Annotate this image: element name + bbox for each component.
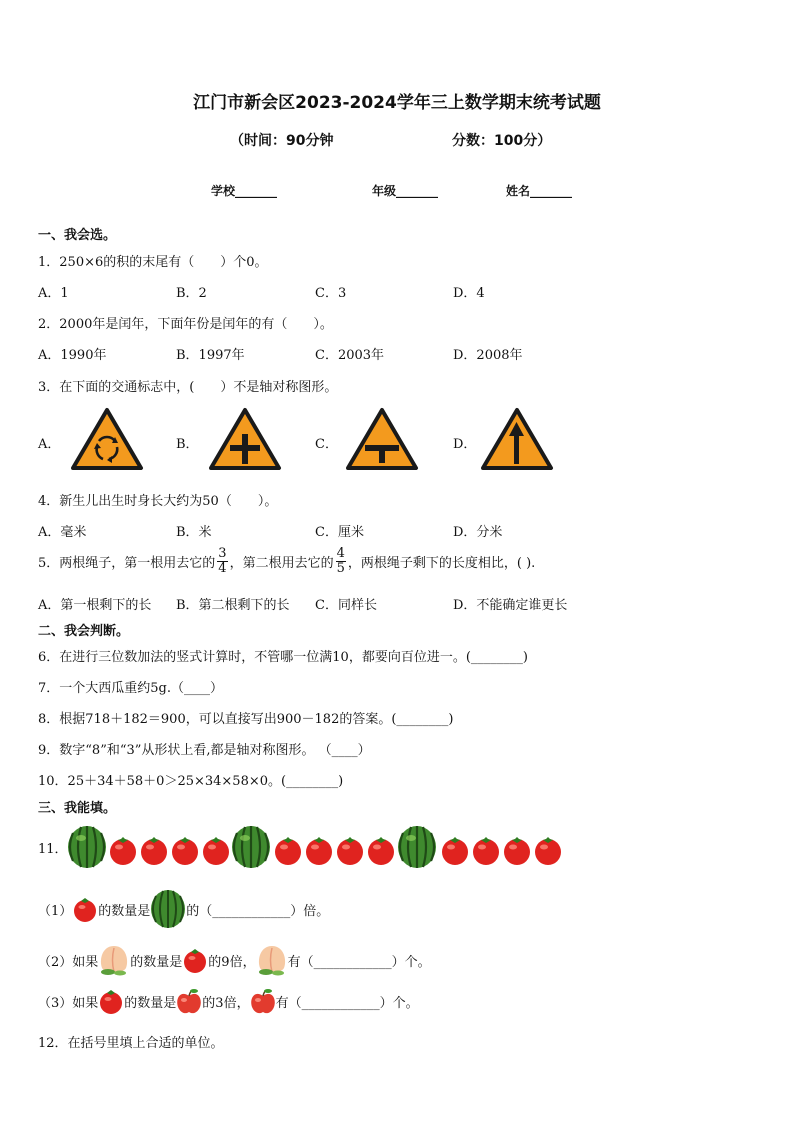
peach-icon (98, 943, 130, 977)
watermelon-icon (398, 826, 436, 868)
q3-option-a: A． (38, 437, 61, 452)
q5-fraction-2-numerator: 4 (336, 546, 345, 561)
q11-sub-2-text-a: 的数量是 (130, 954, 183, 970)
watermelon-icon (68, 826, 106, 868)
q3-option-d: D． (453, 437, 477, 452)
question-9: 9．数字“8”和“3”从形状上看,都是轴对称图形。 （____） (38, 743, 371, 758)
q11-sub-2-text-c: 有（____________）个。 (287, 954, 431, 970)
t-junction-sign-icon (345, 407, 419, 471)
tomato-icon (275, 837, 301, 865)
q4-option-b: B．米 (176, 525, 212, 540)
tomato-icon (368, 837, 394, 865)
q5-option-b: B．第二根剩下的长 (176, 598, 290, 613)
q11-sub-1-label: （1） (38, 903, 73, 919)
q11-sub-2 (38, 942, 431, 978)
question-6: 6．在进行三位数加法的竖式计算时，不管哪一位满10，都要向百位进一。(________) (38, 650, 528, 665)
q2-option-b: B．1997年 (176, 348, 245, 363)
tomato-icon (141, 837, 167, 865)
q5-option-c: C．同样长 (315, 598, 377, 613)
q11-sub-3 (38, 986, 419, 1016)
tomato-icon (504, 837, 530, 865)
question-11-number: 11． (38, 842, 68, 857)
q4-option-c: C．厘米 (315, 525, 364, 540)
tomato-icon (110, 837, 136, 865)
q5-text-pre: 5．两根绳子，第一根用去它的 (38, 556, 216, 571)
q5-text-mid: ，第二根用去它的 (229, 556, 334, 571)
peach-icon (256, 943, 288, 977)
q1-option-a: A．1 (38, 286, 69, 301)
roundabout-sign-icon (70, 407, 144, 471)
q5-option-d: D．不能确定谁更长 (453, 598, 568, 613)
question-4: 4．新生儿出生时身长大约为50（ ）。 (38, 494, 278, 509)
question-7: 7．一个大西瓜重约5g.（____） (38, 681, 223, 696)
q5-text-post: ，两根绳子剩下的长度相比，( ). (347, 556, 536, 571)
watermelon-icon (150, 889, 186, 929)
q5-fraction-1 (217, 547, 227, 576)
question-2: 2．2000年是闰年，下面年份是闰年的有（ ）。 (38, 317, 333, 332)
exam-time: （时间：90分钟 (230, 133, 334, 149)
q11-sub-1-text-a: 的数量是 (98, 903, 151, 919)
tomato-icon (473, 837, 499, 865)
apple-icon (250, 987, 276, 1015)
question-3: 3．在下面的交通标志中，( ）不是轴对称图形。 (38, 380, 338, 395)
q3-option-c: C． (315, 437, 338, 452)
q1-option-c: C．3 (315, 286, 347, 301)
tomato-icon (337, 837, 363, 865)
q11-sub-1 (38, 890, 329, 928)
q11-sub-2-text-b: 的9倍， (208, 954, 256, 970)
tomato-icon (535, 837, 561, 865)
question-10: 10．25＋34＋58＋0＞25×34×58×0。(________) (38, 774, 344, 789)
tomato-icon (98, 987, 124, 1015)
q5-fraction-1-denominator: 4 (218, 561, 227, 576)
question-5 (38, 547, 535, 576)
tomato-icon (182, 946, 208, 974)
q5-option-a: A．第一根剩下的长 (38, 598, 152, 613)
fruit-row (66, 824, 566, 870)
q5-fraction-1-numerator: 3 (218, 546, 227, 561)
q11-sub-3-text-a: 的数量是 (124, 995, 177, 1011)
tomato-icon (172, 837, 198, 865)
q11-sub-3-label: （3）如果 (38, 995, 99, 1011)
name-field: 姓名_______ (506, 184, 573, 198)
q5-fraction-2 (336, 547, 346, 576)
q11-sub-3-text-c: 有（____________）个。 (275, 995, 419, 1011)
q1-option-d: D．4 (453, 286, 485, 301)
q4-option-d: D．分米 (453, 525, 503, 540)
question-12: 12．在括号里填上合适的单位。 (38, 1036, 224, 1051)
grade-field: 年级_______ (372, 184, 439, 198)
q3-option-b: B． (176, 437, 199, 452)
q11-sub-3-text-b: 的3倍， (202, 995, 250, 1011)
tomato-icon (306, 837, 332, 865)
tomato-icon (72, 895, 98, 923)
q11-sub-2-label: （2）如果 (38, 954, 99, 970)
school-field: 学校_______ (211, 184, 278, 198)
question-1: 1．250×6的积的末尾有（ ）个0。 (38, 255, 268, 270)
watermelon-icon (232, 826, 270, 868)
tomato-icon (442, 837, 468, 865)
q2-option-c: C．2003年 (315, 348, 385, 363)
section-1-heading: 一、我会选。 (38, 228, 117, 243)
section-2-heading: 二、我会判断。 (38, 624, 130, 639)
q4-option-a: A．毫米 (38, 525, 87, 540)
exam-score: 分数：100分） (452, 133, 552, 149)
q2-option-d: D．2008年 (453, 348, 523, 363)
q11-sub-1-text-b: 的（____________）倍。 (186, 903, 330, 919)
section-3-heading: 三、我能填。 (38, 801, 117, 816)
tomato-icon (203, 837, 229, 865)
q2-option-a: A．1990年 (38, 348, 107, 363)
q5-fraction-2-denominator: 5 (336, 561, 345, 576)
straight-ahead-sign-icon (480, 407, 554, 471)
exam-title: 江门市新会区2023-2024学年三上数学期末统考试题 (193, 93, 601, 113)
crossroad-sign-icon (208, 407, 282, 471)
apple-icon (176, 987, 202, 1015)
q1-option-b: B．2 (176, 286, 207, 301)
question-8: 8．根据718＋182＝900，可以直接写出900－182的答案。(________) (38, 712, 454, 727)
